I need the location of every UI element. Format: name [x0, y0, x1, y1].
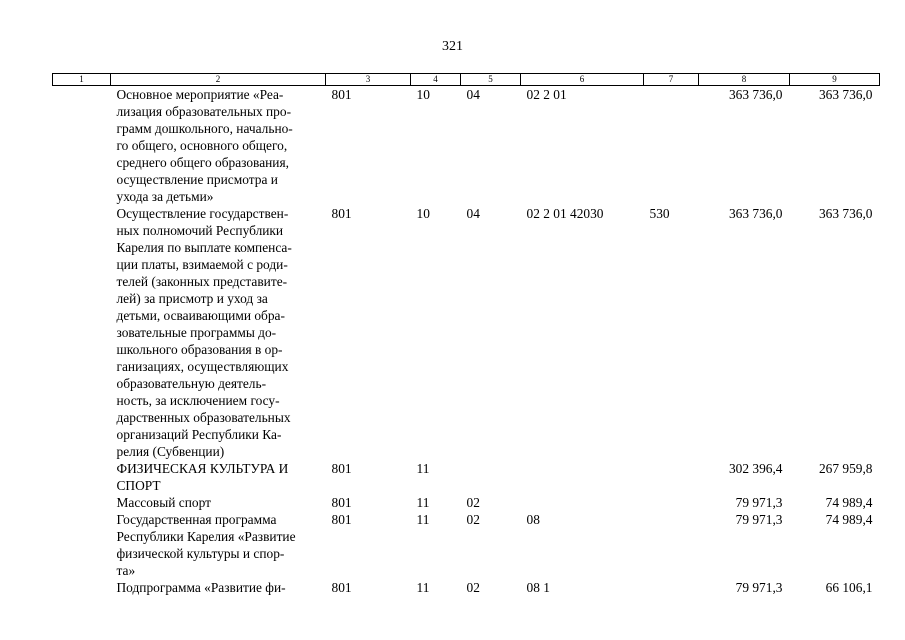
description-line: детьми, осваивающими обра- — [116, 308, 285, 323]
description-line: дарственных образовательных — [116, 410, 291, 425]
cell-ministry-code: 801 — [331, 512, 352, 527]
description-line: образовательную деятель- — [116, 376, 267, 391]
cell-target-article: 08 1 — [526, 580, 550, 595]
cell-expense-type — [644, 460, 699, 494]
description-line: осуществление присмотра и — [116, 172, 278, 187]
description-line: релия (Субвенции) — [116, 444, 225, 459]
cell-section: 10 — [416, 206, 430, 221]
cell-section: 11 — [416, 461, 430, 476]
description-line: ухода за детьми» — [116, 189, 214, 204]
table-row — [53, 494, 880, 511]
cell-empty — [53, 511, 111, 579]
cell-target-article: 02 2 01 42030 — [526, 206, 604, 221]
cell-target-article — [521, 460, 644, 494]
description-line: грамм дошкольного, начально- — [116, 121, 293, 136]
table-body — [53, 86, 880, 597]
cell-empty — [53, 86, 111, 206]
column-header: 8 — [699, 74, 790, 86]
description-line: Подпрограмма «Развитие фи- — [116, 580, 286, 595]
cell-subsection: 04 — [466, 206, 480, 221]
cell-subsection: 02 — [466, 495, 480, 510]
description-line: физической культуры и спор- — [116, 546, 285, 561]
column-header: 5 — [461, 74, 521, 86]
description-line: СПОРТ — [116, 478, 161, 493]
cell-description — [111, 494, 326, 511]
cell-description — [111, 86, 326, 206]
cell-amount-year2: 363 736,0 — [818, 87, 873, 102]
table-row — [53, 579, 880, 596]
cell-amount-year1: 363 736,0 — [728, 206, 783, 221]
cell-ministry-code: 801 — [331, 206, 352, 221]
cell-description — [111, 511, 326, 579]
column-header: 3 — [326, 74, 411, 86]
description-line: Государственная программа — [116, 512, 277, 527]
description-line: ФИЗИЧЕСКАЯ КУЛЬТУРА И — [116, 461, 289, 476]
description-line: ность, за исключением госу- — [116, 393, 280, 408]
column-header: 6 — [521, 74, 644, 86]
cell-empty — [53, 579, 111, 596]
cell-amount-year1: 79 971,3 — [735, 495, 783, 510]
cell-expense-type: 530 — [649, 206, 670, 221]
cell-subsection: 04 — [466, 87, 480, 102]
description-line: ганизациях, осуществляющих — [116, 359, 289, 374]
cell-ministry-code: 801 — [331, 495, 352, 510]
cell-expense-type — [644, 579, 699, 596]
cell-ministry-code: 801 — [331, 580, 352, 595]
cell-expense-type — [644, 494, 699, 511]
cell-section: 11 — [416, 580, 430, 595]
table-row — [53, 205, 880, 460]
cell-description — [111, 460, 326, 494]
description-line: та» — [116, 563, 136, 578]
description-line: ции платы, взимаемой с роди- — [116, 257, 288, 272]
cell-subsection: 02 — [466, 580, 480, 595]
cell-section: 10 — [416, 87, 430, 102]
description-line: зовательные программы до- — [116, 325, 277, 340]
cell-amount-year2: 66 106,1 — [825, 580, 873, 595]
page-number: 321 — [442, 39, 463, 54]
table-row — [53, 511, 880, 579]
description-line: лей) за присмотр и уход за — [116, 291, 268, 306]
cell-section: 11 — [416, 495, 430, 510]
description-line: ных полномочий Республики — [116, 223, 284, 238]
column-header: 9 — [790, 74, 880, 86]
description-line: Основное мероприятие «Реа- — [116, 87, 284, 102]
cell-amount-year2: 267 959,8 — [818, 461, 873, 476]
description-line: организаций Республики Ка- — [116, 427, 282, 442]
cell-empty — [53, 205, 111, 460]
cell-subsection — [461, 460, 521, 494]
cell-target-article: 08 — [526, 512, 540, 527]
description-line: го общего, основного общего, — [116, 138, 288, 153]
description-line: лизация образовательных про- — [116, 104, 292, 119]
cell-empty — [53, 494, 111, 511]
cell-section: 11 — [416, 512, 430, 527]
cell-amount-year1: 302 396,4 — [728, 461, 783, 476]
cell-amount-year1: 79 971,3 — [735, 580, 783, 595]
column-number-header — [53, 74, 880, 86]
description-line: Карелия по выплате компенса- — [116, 240, 292, 255]
cell-description — [111, 205, 326, 460]
cell-target-article: 02 2 01 — [526, 87, 567, 102]
cell-target-article — [521, 494, 644, 511]
table-row — [53, 460, 880, 494]
cell-expense-type — [644, 86, 699, 206]
description-line: среднего общего образования, — [116, 155, 289, 170]
column-header: 1 — [53, 74, 111, 86]
cell-amount-year2: 74 989,4 — [825, 512, 873, 527]
column-header: 2 — [111, 74, 326, 86]
cell-ministry-code: 801 — [331, 87, 352, 102]
cell-amount-year1: 79 971,3 — [735, 512, 783, 527]
cell-expense-type — [644, 511, 699, 579]
cell-subsection: 02 — [466, 512, 480, 527]
description-line: телей (законных представите- — [116, 274, 288, 289]
cell-amount-year1: 363 736,0 — [728, 87, 783, 102]
column-header: 7 — [644, 74, 699, 86]
cell-description — [111, 579, 326, 596]
budget-table — [52, 73, 880, 596]
column-header: 4 — [411, 74, 461, 86]
table-row — [53, 86, 880, 206]
cell-empty — [53, 460, 111, 494]
cell-ministry-code: 801 — [331, 461, 352, 476]
description-line: Массовый спорт — [116, 495, 211, 510]
description-line: Осуществление государствен- — [116, 206, 289, 221]
description-line: школьного образования в ор- — [116, 342, 283, 357]
description-line: Республики Карелия «Развитие — [116, 529, 296, 544]
cell-amount-year2: 363 736,0 — [818, 206, 873, 221]
cell-amount-year2: 74 989,4 — [825, 495, 873, 510]
